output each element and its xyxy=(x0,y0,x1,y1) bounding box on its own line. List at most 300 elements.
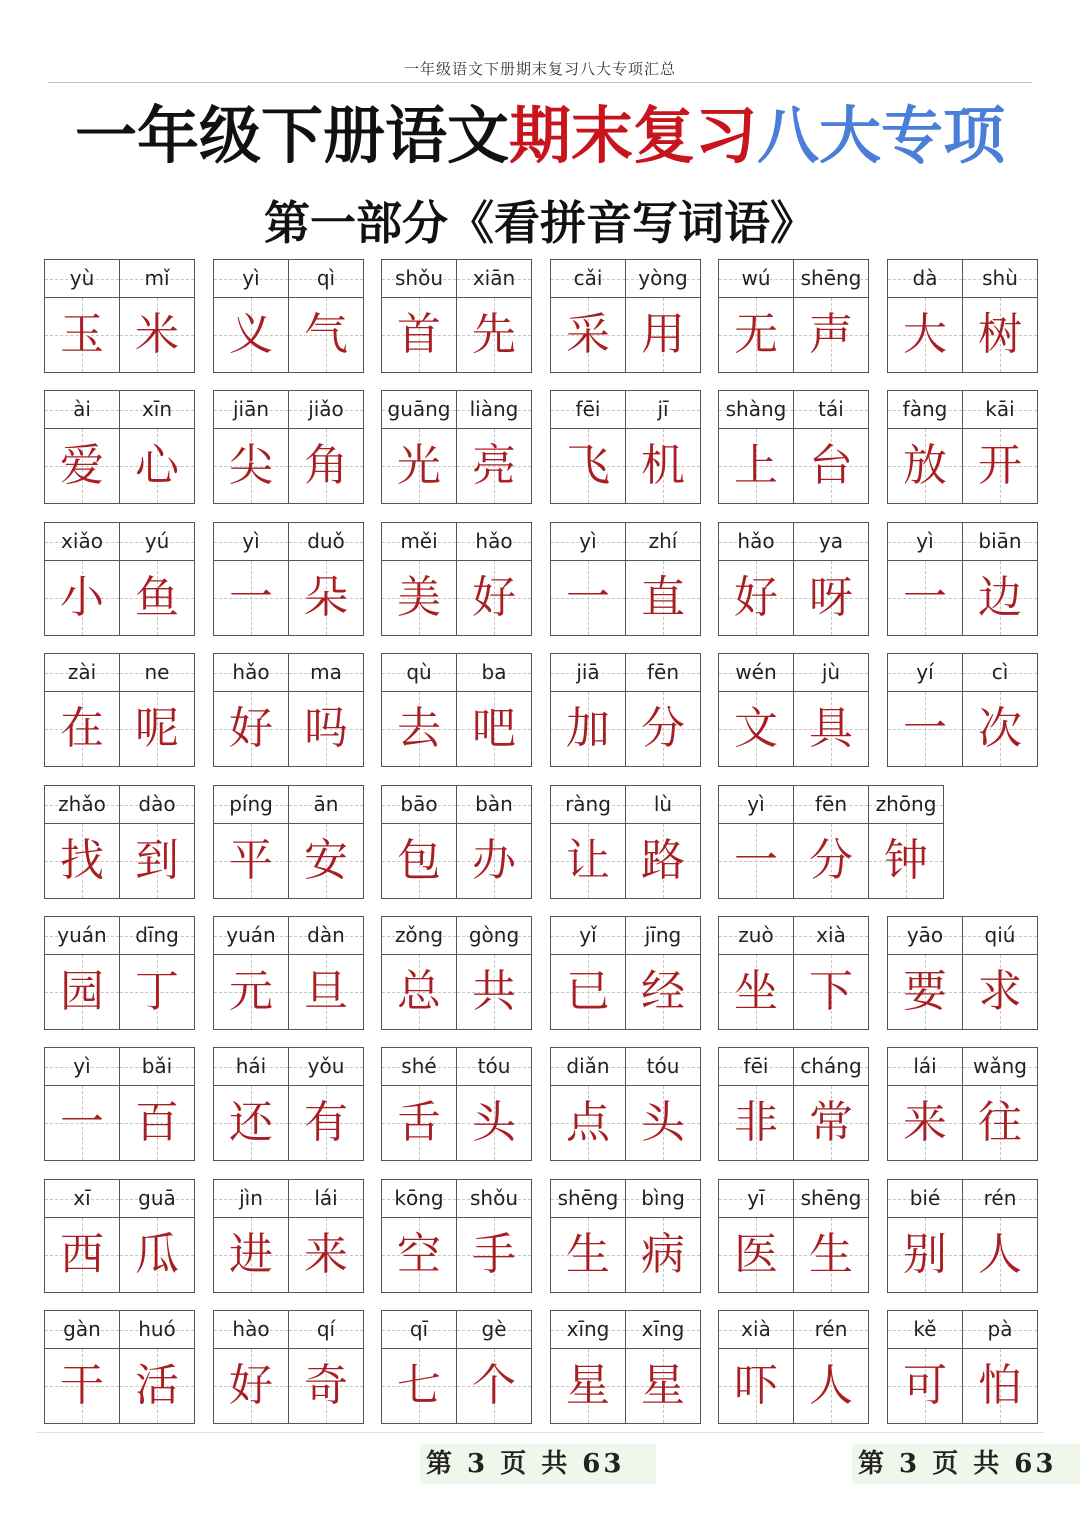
hanzi-text: 总 xyxy=(397,966,441,1017)
pinyin-text: ān xyxy=(313,792,339,816)
pinyin-text: wén xyxy=(735,660,777,684)
hanzi-text: 先 xyxy=(472,309,516,360)
pinyin-cell xyxy=(214,260,288,298)
pinyin-cell xyxy=(214,523,288,561)
hanzi-text: 具 xyxy=(809,703,853,754)
pinyin-text: yǒu xyxy=(307,1054,345,1078)
pinyin-cell xyxy=(214,1048,288,1086)
word-box xyxy=(44,1310,195,1424)
hanzi-cell xyxy=(120,561,194,635)
char-cell xyxy=(381,1047,457,1161)
pinyin-cell xyxy=(120,786,194,824)
hanzi-cell xyxy=(626,429,700,503)
hanzi-text: 舌 xyxy=(397,1097,441,1148)
word-box xyxy=(887,259,1038,373)
pinyin-text: ài xyxy=(73,397,91,421)
word-box xyxy=(381,1047,532,1161)
pinyin-text: yú xyxy=(144,529,170,553)
hanzi-cell xyxy=(120,1218,194,1292)
pinyin-cell xyxy=(120,917,194,955)
hanzi-cell xyxy=(289,298,363,372)
char-cell xyxy=(887,653,963,767)
hanzi-text: 经 xyxy=(641,966,685,1017)
hanzi-cell xyxy=(289,561,363,635)
hanzi-cell xyxy=(45,429,119,503)
hanzi-cell xyxy=(888,1218,962,1292)
pinyin-cell xyxy=(45,1180,119,1218)
pinyin-cell xyxy=(457,391,531,429)
hanzi-cell xyxy=(382,561,456,635)
char-cell xyxy=(213,259,289,373)
pinyin-cell xyxy=(794,654,868,692)
char-cell xyxy=(625,522,701,636)
pinyin-cell xyxy=(888,523,962,561)
word-box xyxy=(718,522,869,636)
pinyin-cell xyxy=(120,1311,194,1349)
hanzi-cell xyxy=(45,1218,119,1292)
pinyin-cell xyxy=(626,1048,700,1086)
word-box xyxy=(44,653,195,767)
hanzi-cell xyxy=(457,1086,531,1160)
hanzi-text: 元 xyxy=(229,966,273,1017)
hanzi-cell xyxy=(45,824,119,898)
hanzi-cell xyxy=(888,298,962,372)
pinyin-text: yī xyxy=(747,1186,765,1210)
hanzi-text: 手 xyxy=(472,1229,516,1280)
word-box xyxy=(718,1179,869,1293)
hanzi-cell xyxy=(888,1349,962,1423)
hanzi-cell xyxy=(45,692,119,766)
hanzi-cell xyxy=(45,561,119,635)
hanzi-text: 台 xyxy=(809,440,853,491)
char-cell xyxy=(550,259,626,373)
word-box xyxy=(887,390,1038,504)
pinyin-cell xyxy=(45,523,119,561)
hanzi-text: 平 xyxy=(229,835,273,886)
pinyin-cell xyxy=(963,260,1037,298)
char-cell xyxy=(793,653,869,767)
hanzi-text: 一 xyxy=(229,572,273,623)
pinyin-cell xyxy=(626,391,700,429)
pinyin-cell xyxy=(719,917,793,955)
hanzi-cell xyxy=(120,1349,194,1423)
pinyin-text: duǒ xyxy=(307,529,345,553)
char-cell xyxy=(213,1179,289,1293)
char-cell xyxy=(213,522,289,636)
pinyin-text: hǎo xyxy=(232,660,270,684)
hanzi-cell xyxy=(214,955,288,1029)
hanzi-text: 采 xyxy=(566,309,610,360)
pinyin-cell xyxy=(719,391,793,429)
hanzi-text: 开 xyxy=(978,440,1022,491)
pinyin-text: ya xyxy=(818,529,844,553)
char-cell xyxy=(119,785,195,899)
char-cell xyxy=(887,1179,963,1293)
hanzi-text: 生 xyxy=(809,1229,853,1280)
pinyin-cell xyxy=(551,391,625,429)
word-box xyxy=(718,785,944,899)
pinyin-text: yì xyxy=(916,529,934,553)
pinyin-cell xyxy=(963,1048,1037,1086)
hanzi-text: 在 xyxy=(60,703,104,754)
hanzi-cell xyxy=(289,955,363,1029)
pinyin-cell xyxy=(794,523,868,561)
pinyin-cell xyxy=(214,786,288,824)
hanzi-cell xyxy=(719,1086,793,1160)
pinyin-text: bié xyxy=(909,1186,941,1210)
hanzi-cell xyxy=(289,429,363,503)
pinyin-text: ba xyxy=(481,660,507,684)
char-cell xyxy=(288,1047,364,1161)
char-cell xyxy=(213,390,289,504)
pinyin-text: fēn xyxy=(814,792,848,816)
char-cell xyxy=(962,390,1038,504)
pinyin-cell xyxy=(382,917,456,955)
pinyin-cell xyxy=(457,1311,531,1349)
pinyin-cell xyxy=(794,260,868,298)
char-cell xyxy=(44,1310,120,1424)
pinyin-text: tái xyxy=(818,397,844,421)
hanzi-cell xyxy=(45,1086,119,1160)
char-cell xyxy=(718,1179,794,1293)
hanzi-text: 好 xyxy=(229,1360,273,1411)
pinyin-cell xyxy=(888,391,962,429)
hanzi-cell xyxy=(382,1349,456,1423)
char-cell xyxy=(119,1047,195,1161)
hanzi-cell xyxy=(963,298,1037,372)
hanzi-text: 还 xyxy=(229,1097,273,1148)
char-cell xyxy=(288,653,364,767)
char-cell xyxy=(793,785,869,899)
word-box xyxy=(381,1179,532,1293)
pinyin-text: yì xyxy=(242,529,260,553)
pinyin-text: yì xyxy=(73,1054,91,1078)
char-cell xyxy=(550,785,626,899)
pinyin-cell xyxy=(626,1180,700,1218)
hanzi-cell xyxy=(719,429,793,503)
pinyin-cell xyxy=(457,1180,531,1218)
pinyin-text: hái xyxy=(235,1054,267,1078)
pinyin-text: lái xyxy=(314,1186,338,1210)
pinyin-text: yuán xyxy=(57,923,107,947)
char-cell xyxy=(44,390,120,504)
pinyin-cell xyxy=(120,654,194,692)
pinyin-text: dàn xyxy=(307,923,345,947)
char-cell xyxy=(456,1179,532,1293)
word-box xyxy=(550,916,701,1030)
pinyin-text: rén xyxy=(814,1317,848,1341)
hanzi-text: 呢 xyxy=(135,703,179,754)
char-cell xyxy=(213,916,289,1030)
pinyin-cell xyxy=(214,654,288,692)
hanzi-cell xyxy=(45,955,119,1029)
hanzi-cell xyxy=(963,955,1037,1029)
hanzi-text: 安 xyxy=(304,835,348,886)
hanzi-cell xyxy=(120,824,194,898)
hanzi-text: 活 xyxy=(135,1360,179,1411)
char-cell xyxy=(887,1310,963,1424)
pinyin-text: fēi xyxy=(575,397,601,421)
char-cell xyxy=(381,390,457,504)
pinyin-cell xyxy=(551,523,625,561)
pinyin-text: xīn xyxy=(141,397,173,421)
word-box xyxy=(213,653,364,767)
char-cell xyxy=(550,522,626,636)
char-cell xyxy=(288,522,364,636)
pinyin-text: shēng xyxy=(800,1186,862,1210)
word-box xyxy=(887,522,1038,636)
hanzi-text: 首 xyxy=(397,309,441,360)
word-box xyxy=(718,1310,869,1424)
hanzi-text: 小 xyxy=(60,572,104,623)
pinyin-cell xyxy=(214,1311,288,1349)
hanzi-cell xyxy=(888,429,962,503)
word-box xyxy=(718,653,869,767)
hanzi-text: 点 xyxy=(566,1097,610,1148)
pinyin-cell xyxy=(382,391,456,429)
hanzi-text: 旦 xyxy=(304,966,348,1017)
pinyin-cell xyxy=(888,1180,962,1218)
word-box xyxy=(213,1310,364,1424)
pinyin-text: píng xyxy=(229,792,273,816)
hanzi-cell xyxy=(626,298,700,372)
hanzi-text: 生 xyxy=(566,1229,610,1280)
pinyin-cell xyxy=(457,917,531,955)
pinyin-text: wú xyxy=(741,266,771,290)
char-cell xyxy=(793,1310,869,1424)
char-cell xyxy=(456,1047,532,1161)
pinyin-cell xyxy=(551,786,625,824)
hanzi-text: 来 xyxy=(903,1097,947,1148)
hanzi-text: 星 xyxy=(566,1360,610,1411)
char-cell xyxy=(793,1047,869,1161)
pinyin-text: jī xyxy=(657,397,669,421)
pinyin-text: hǎo xyxy=(475,529,513,553)
hanzi-text: 找 xyxy=(60,835,104,886)
pinyin-cell xyxy=(626,917,700,955)
pinyin-text: tóu xyxy=(646,1054,680,1078)
hanzi-text: 尖 xyxy=(229,440,273,491)
hanzi-text: 奇 xyxy=(304,1360,348,1411)
pinyin-text: shù xyxy=(982,266,1018,290)
hanzi-cell xyxy=(794,561,868,635)
hanzi-cell xyxy=(382,429,456,503)
pinyin-cell xyxy=(289,786,363,824)
hanzi-text: 美 xyxy=(397,572,441,623)
pinyin-text: qù xyxy=(406,660,432,684)
pinyin-text: wǎng xyxy=(973,1054,1027,1078)
pinyin-cell xyxy=(551,260,625,298)
hanzi-cell xyxy=(457,561,531,635)
hanzi-text: 人 xyxy=(978,1229,1022,1280)
hanzi-text: 次 xyxy=(978,703,1022,754)
char-cell xyxy=(887,916,963,1030)
pinyin-cell xyxy=(45,654,119,692)
char-cell xyxy=(119,1179,195,1293)
hanzi-text: 一 xyxy=(903,703,947,754)
word-box xyxy=(44,785,195,899)
pinyin-text: gè xyxy=(481,1317,507,1341)
hanzi-cell xyxy=(719,1218,793,1292)
hanzi-text: 已 xyxy=(566,966,610,1017)
hanzi-text: 头 xyxy=(472,1097,516,1148)
pinyin-cell xyxy=(457,786,531,824)
hanzi-text: 常 xyxy=(809,1097,853,1148)
hanzi-cell xyxy=(794,429,868,503)
hanzi-text: 光 xyxy=(397,440,441,491)
pinyin-cell xyxy=(626,654,700,692)
char-cell xyxy=(119,522,195,636)
pinyin-cell xyxy=(120,523,194,561)
char-cell xyxy=(44,1179,120,1293)
hanzi-text: 声 xyxy=(809,309,853,360)
char-cell xyxy=(887,522,963,636)
hanzi-cell xyxy=(289,1349,363,1423)
hanzi-cell xyxy=(382,1086,456,1160)
hanzi-cell xyxy=(719,955,793,1029)
hanzi-text: 用 xyxy=(641,309,685,360)
pinyin-text: jiǎo xyxy=(308,397,344,421)
pinyin-cell xyxy=(888,1311,962,1349)
hanzi-cell xyxy=(45,1349,119,1423)
char-cell xyxy=(887,390,963,504)
hanzi-text: 好 xyxy=(734,572,778,623)
pinyin-text: zuò xyxy=(738,923,774,947)
pinyin-text: bāo xyxy=(400,792,438,816)
hanzi-text: 别 xyxy=(903,1229,947,1280)
char-cell xyxy=(381,1179,457,1293)
pinyin-cell xyxy=(626,260,700,298)
pinyin-cell xyxy=(382,523,456,561)
word-box xyxy=(550,259,701,373)
char-cell xyxy=(962,522,1038,636)
hanzi-cell xyxy=(214,298,288,372)
pinyin-cell xyxy=(794,1048,868,1086)
pinyin-text: yòng xyxy=(638,266,688,290)
char-cell xyxy=(44,259,120,373)
hanzi-text: 好 xyxy=(229,703,273,754)
pinyin-text: guāng xyxy=(387,397,451,421)
pinyin-text: dīng xyxy=(135,923,179,947)
hanzi-cell xyxy=(457,429,531,503)
pinyin-cell xyxy=(45,1311,119,1349)
pinyin-cell xyxy=(963,654,1037,692)
pinyin-cell xyxy=(719,654,793,692)
pinyin-cell xyxy=(888,1048,962,1086)
pinyin-cell xyxy=(214,917,288,955)
pinyin-cell xyxy=(457,1048,531,1086)
word-box xyxy=(550,1310,701,1424)
pinyin-text: shēng xyxy=(800,266,862,290)
pinyin-cell xyxy=(963,523,1037,561)
pinyin-cell xyxy=(719,523,793,561)
pinyin-text: biān xyxy=(978,529,1022,553)
char-cell xyxy=(625,653,701,767)
pinyin-text: tóu xyxy=(477,1054,511,1078)
hanzi-text: 干 xyxy=(60,1360,104,1411)
char-cell xyxy=(456,522,532,636)
char-cell xyxy=(625,1310,701,1424)
section-subtitle: 第一部分《看拼音写词语》 xyxy=(264,196,816,250)
char-cell xyxy=(962,1179,1038,1293)
hanzi-cell xyxy=(719,824,793,898)
pinyin-text: cháng xyxy=(800,1054,862,1078)
hanzi-cell xyxy=(214,824,288,898)
char-cell xyxy=(213,653,289,767)
char-cell xyxy=(718,1047,794,1161)
word-box xyxy=(718,1047,869,1161)
title-part-3: 八大专项 xyxy=(757,99,1006,172)
hanzi-cell xyxy=(120,298,194,372)
pinyin-cell xyxy=(289,917,363,955)
hanzi-text: 往 xyxy=(978,1097,1022,1148)
page-number-left: 第 3 页 共 63 xyxy=(420,1444,656,1484)
hanzi-cell xyxy=(120,692,194,766)
char-cell xyxy=(550,1179,626,1293)
word-box xyxy=(213,785,364,899)
char-cell xyxy=(456,916,532,1030)
hanzi-text: 边 xyxy=(978,572,1022,623)
pinyin-text: fēn xyxy=(646,660,680,684)
hanzi-cell xyxy=(626,561,700,635)
char-cell xyxy=(288,1310,364,1424)
pinyin-text: jìn xyxy=(239,1186,263,1210)
pinyin-cell xyxy=(794,1180,868,1218)
hanzi-cell xyxy=(719,1349,793,1423)
hanzi-cell xyxy=(963,429,1037,503)
pinyin-text: dà xyxy=(912,266,938,290)
pinyin-text: shǒu xyxy=(469,1186,518,1210)
pinyin-text: jīng xyxy=(644,923,682,947)
word-box xyxy=(718,390,869,504)
pinyin-cell xyxy=(719,786,793,824)
hanzi-text: 西 xyxy=(60,1229,104,1280)
hanzi-cell xyxy=(551,692,625,766)
hanzi-text: 求 xyxy=(978,966,1022,1017)
pinyin-cell xyxy=(794,1311,868,1349)
word-box xyxy=(44,1179,195,1293)
hanzi-cell xyxy=(382,298,456,372)
pinyin-cell xyxy=(45,786,119,824)
word-box xyxy=(213,916,364,1030)
pinyin-cell xyxy=(289,260,363,298)
char-cell xyxy=(793,390,869,504)
pinyin-text: fàng xyxy=(902,397,948,421)
word-box xyxy=(887,916,1038,1030)
char-cell xyxy=(119,259,195,373)
char-cell xyxy=(793,916,869,1030)
char-cell xyxy=(44,1047,120,1161)
hanzi-cell xyxy=(289,824,363,898)
pinyin-text: gòng xyxy=(468,923,520,947)
pinyin-text: qí xyxy=(316,1317,336,1341)
char-cell xyxy=(288,390,364,504)
char-cell xyxy=(44,522,120,636)
word-box xyxy=(381,259,532,373)
pinyin-cell xyxy=(963,917,1037,955)
word-box xyxy=(887,1047,1038,1161)
char-cell xyxy=(793,1179,869,1293)
pinyin-text: dào xyxy=(138,792,176,816)
pinyin-text: huó xyxy=(138,1317,176,1341)
pinyin-cell xyxy=(382,260,456,298)
word-box xyxy=(381,916,532,1030)
hanzi-cell xyxy=(626,824,700,898)
hanzi-text: 上 xyxy=(734,440,778,491)
word-box xyxy=(550,1047,701,1161)
pinyin-cell xyxy=(289,1048,363,1086)
char-cell xyxy=(718,259,794,373)
